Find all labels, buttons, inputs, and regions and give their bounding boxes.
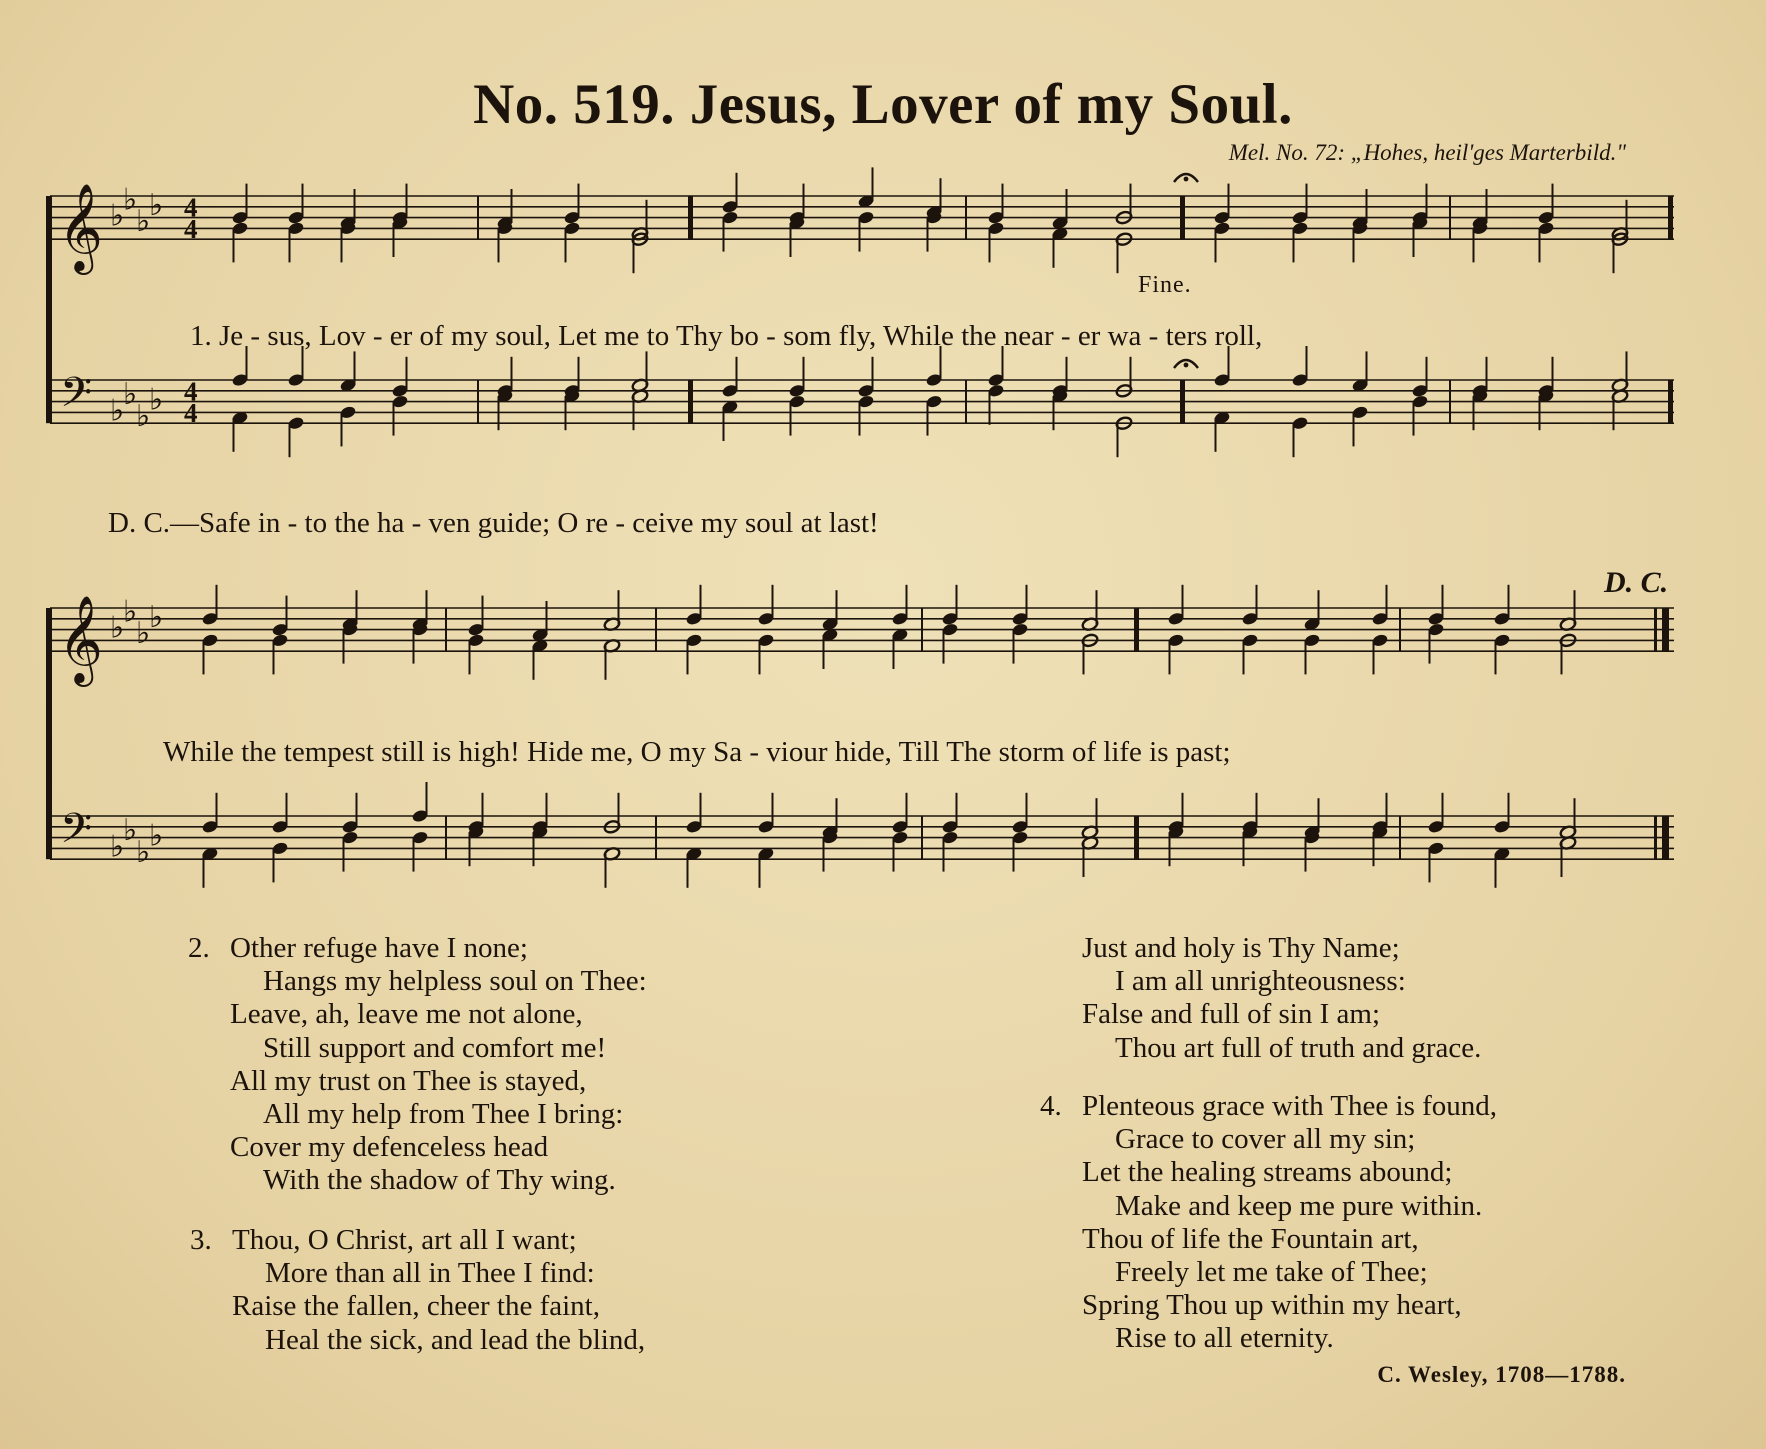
bass-clef: 𝄢 — [60, 804, 93, 863]
verse-number: 4. — [1040, 1090, 1062, 1122]
system-line — [46, 608, 52, 859]
verse-line: Spring Thou up within my heart, — [1082, 1289, 1462, 1322]
lyric-line-dc: D. C.—Safe in - to the ha - ven guide; O re - ceive my soul at last! — [108, 507, 879, 539]
end-bar — [1668, 196, 1673, 239]
da-capo-marking: D. C. — [1604, 566, 1669, 599]
author-credit: C. Wesley, 1708—1788. — [1377, 1362, 1626, 1387]
fine-marking: Fine. — [1138, 272, 1192, 298]
flat-sign: ♭ — [149, 818, 164, 854]
flat-sign: ♭ — [123, 813, 138, 849]
verse-line: Leave, ah, leave me not alone, — [230, 998, 583, 1031]
flat-sign: ♭ — [136, 616, 151, 651]
thick-bar — [1134, 816, 1139, 859]
flat-sign: ♭ — [136, 204, 151, 239]
final-bar — [1662, 816, 1669, 859]
fermata-dot — [1184, 177, 1189, 182]
verse-line: Freely let me take of Thee; — [1115, 1256, 1428, 1289]
lyric-line-system-2: While the tempest still is high! Hide me, O my Sa - viour hide, Till The storm of life is past; — [163, 736, 1231, 768]
verse-line: More than all in Thee I find: — [265, 1257, 595, 1290]
time-signature-top: 4 — [184, 192, 198, 223]
verse-line: Hangs my helpless soul on Thee: — [263, 965, 647, 998]
final-bar — [1654, 608, 1657, 651]
flat-sign: ♭ — [149, 599, 164, 635]
fermata-dot — [1184, 363, 1189, 368]
flat-sign: ♭ — [149, 187, 164, 223]
lyric-line-verse-1: 1. Je - sus, Lov - er of my soul, Let me to Thy bo - som fly, While the near - er wa - ters roll, — [190, 320, 1263, 352]
bass-clef: 𝄢 — [60, 368, 93, 427]
thick-bar — [688, 380, 693, 423]
verse-line: Other refuge have I none; — [230, 932, 528, 964]
flat-sign: ♭ — [110, 610, 125, 646]
time-signature-top: 4 — [184, 376, 198, 407]
verse-line: All my help from Thee I bring: — [263, 1098, 624, 1131]
end-bar — [1668, 380, 1673, 423]
verse-number: 2. — [188, 932, 210, 964]
verse-line: Plenteous grace with Thee is found, — [1082, 1090, 1498, 1122]
flat-sign: ♭ — [123, 377, 138, 413]
time-signature-bottom: 4 — [184, 398, 198, 429]
verse-line: Thou of life the Fountain art, — [1082, 1222, 1419, 1255]
verse-line: Cover my defenceless head — [230, 1131, 549, 1164]
verse-line: Grace to cover all my sin; — [1115, 1123, 1416, 1156]
melody-reference: Mel. No. 72: „Hohes, heil'ges Marterbild." — [1228, 140, 1626, 165]
verse-line: Still support and comfort me! — [263, 1031, 607, 1064]
flat-sign: ♭ — [110, 829, 125, 865]
time-signature-bottom: 4 — [184, 214, 198, 245]
verse-line: With the shadow of Thy wing. — [263, 1164, 616, 1197]
verse-number: 3. — [190, 1224, 212, 1256]
verse-line: I am all unrighteousness: — [1115, 965, 1406, 998]
final-bar — [1662, 608, 1669, 651]
verse-line: All my trust on Thee is stayed, — [230, 1064, 587, 1097]
flat-sign: ♭ — [136, 398, 151, 434]
flat-sign: ♭ — [123, 182, 138, 218]
verse-line: Thou art full of truth and grace. — [1115, 1031, 1482, 1064]
hymn-title: No. 519. Jesus, Lover of my Soul. — [473, 73, 1293, 136]
thick-bar — [688, 196, 693, 239]
verse-line: Raise the fallen, cheer the faint, — [232, 1290, 600, 1323]
thick-bar — [1180, 196, 1185, 239]
verse-line: Rise to all eternity. — [1115, 1322, 1334, 1355]
thick-bar — [1134, 608, 1139, 651]
treble-clef: 𝄞 — [58, 182, 103, 272]
verse-line: False and full of sin I am; — [1082, 998, 1381, 1031]
flat-sign: ♭ — [149, 382, 164, 418]
verse-line: Make and keep me pure within. — [1115, 1189, 1483, 1222]
system-line — [46, 196, 52, 423]
verse-line: Heal the sick, and lead the blind, — [265, 1323, 646, 1356]
final-bar — [1654, 816, 1657, 859]
flat-sign: ♭ — [110, 198, 125, 234]
treble-clef: 𝄞 — [58, 594, 103, 684]
thick-bar — [1180, 380, 1185, 423]
flat-sign: ♭ — [110, 393, 125, 429]
verse-line: Just and holy is Thy Name; — [1082, 932, 1400, 964]
flat-sign: ♭ — [136, 834, 151, 870]
verse-line: Let the healing streams abound; — [1082, 1156, 1453, 1189]
verse-line: Thou, O Christ, art all I want; — [232, 1224, 577, 1256]
flat-sign: ♭ — [123, 594, 138, 630]
